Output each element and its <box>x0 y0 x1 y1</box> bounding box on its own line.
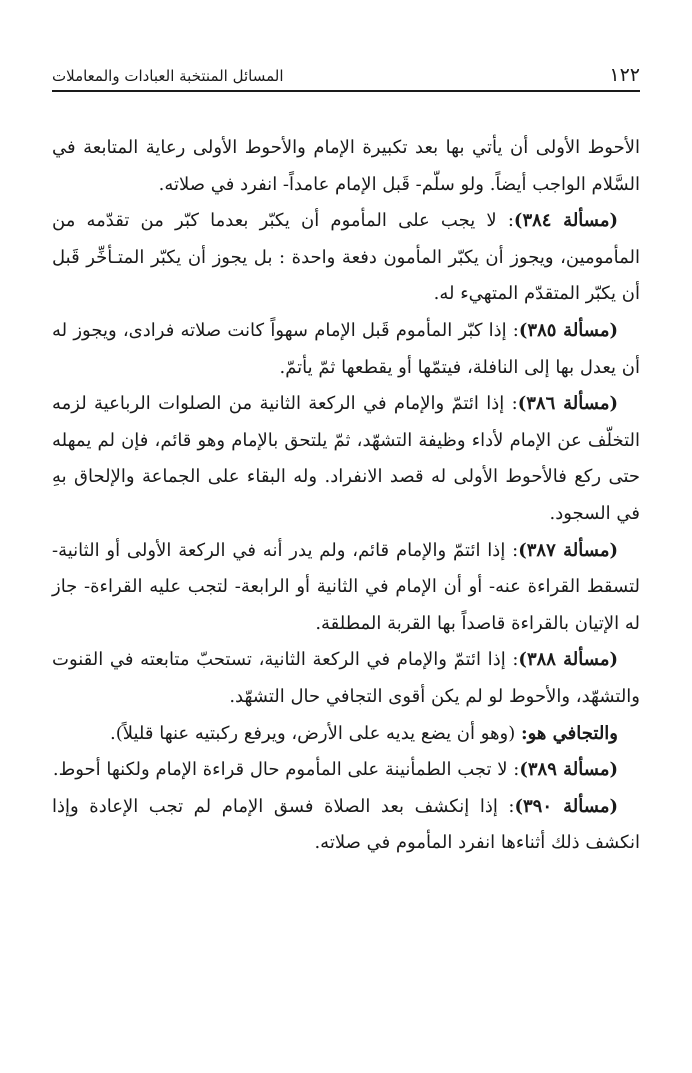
page-header <box>52 60 640 92</box>
issue-paragraph <box>52 789 640 862</box>
definition-paragraph <box>52 716 640 753</box>
issue-label: (مسألة ٣٨٨) <box>518 649 618 671</box>
page <box>52 60 640 862</box>
issue-paragraph <box>52 203 640 313</box>
issue-paragraph <box>52 386 640 532</box>
issue-text: : إذا ائتمّ والإمام في الركعة الثانية، تستحبّ متابعته في القنوت والتشهّد، والأحوط لو لم يكن أقوى التجافي حال التشهّد. <box>52 649 640 707</box>
page-number: ١٢٢ <box>609 64 640 86</box>
issue-label: (مسألة ٣٨٧) <box>518 539 618 561</box>
issue-paragraph <box>52 752 640 789</box>
issue-text: : إذا كبّر المأموم قَبل الإمام سهواً كانت صلاته فرادى، ويجوز له أن يعدل بها إلى النافلة، فيتمّها أو يقطعها ثمّ يأتمّ. <box>52 319 640 378</box>
issue-paragraph <box>52 642 640 715</box>
issue-text: : إذا ائتمّ والإمام قائم، ولم يدر أنه في الركعة الأولى أو الثانية- لتسقط القراءة عنه- أو أن الإمام في الثانية أو الرابعة- لتجب عليه القراءة- جاز له الإتيان بالقراءة قاصداً بها القربة المطلقة. <box>52 539 640 634</box>
issue-label: (مسألة ٣٩٠) <box>514 795 618 817</box>
issue-text: : إذا إنكشف بعد الصلاة فسق الإمام لم تجب الإعادة وإذا انكشف ذلك أثناءها انفرد المأموم في صلاته. <box>52 795 640 854</box>
issue-label: (مسألة ٣٨٦) <box>517 393 618 415</box>
issue-label: (مسألة ٣٨٩) <box>519 759 618 781</box>
issue-label: (مسألة ٣٨٥) <box>518 319 618 341</box>
issue-text: : لا تجب الطمأنينة على المأموم حال قراءة الإمام ولكنها أحوط. <box>52 759 520 781</box>
page-body <box>52 130 640 862</box>
paragraph <box>52 130 640 203</box>
running-title: المسائل المنتخبة العبادات والمعاملات <box>52 67 284 85</box>
definition-label: والتجافي هو: <box>520 722 618 744</box>
issue-label: (مسألة ٣٨٤) <box>513 210 618 232</box>
issue-text: : إذا ائتمّ والإمام في الركعة الثانية من الصلوات الرباعية لزمه التخلّف عن الإمام لأداء وظيفة التشهّد، ثمّ يلتحق بالإمام وهو قائم، فإن لم يمهله حتى ركع فالأحوط الأولى له قصد الانفراد. وله البقاء على الجماعة والإلحاق بهِ في السجود. <box>52 393 640 524</box>
definition-text: (وهو أن يضع يديه على الأرض، ويرفع ركبتيه عنها قليلاً). <box>110 722 521 744</box>
issue-paragraph <box>52 533 640 643</box>
issue-text: : لا يجب على المأموم أن يكبّر بعدما كبّر من تقدّمه من المأمومين، ويجوز أن يكبّر المأمون دفعة واحدة : بل يجوز أن يكبّر المتـأخِّر قَبل أن يكبّر المتقدّم المتهيء له. <box>52 210 640 305</box>
paragraph-text: الأحوط الأولى أن يأتي بها بعد تكبيرة الإمام والأحوط الأولى رعاية المتابعة في السَّلام الواجب أيضاً. ولو سلّم- قَبل الإمام عامداً- انفرد في صلاته. <box>52 137 640 195</box>
issue-paragraph <box>52 313 640 386</box>
